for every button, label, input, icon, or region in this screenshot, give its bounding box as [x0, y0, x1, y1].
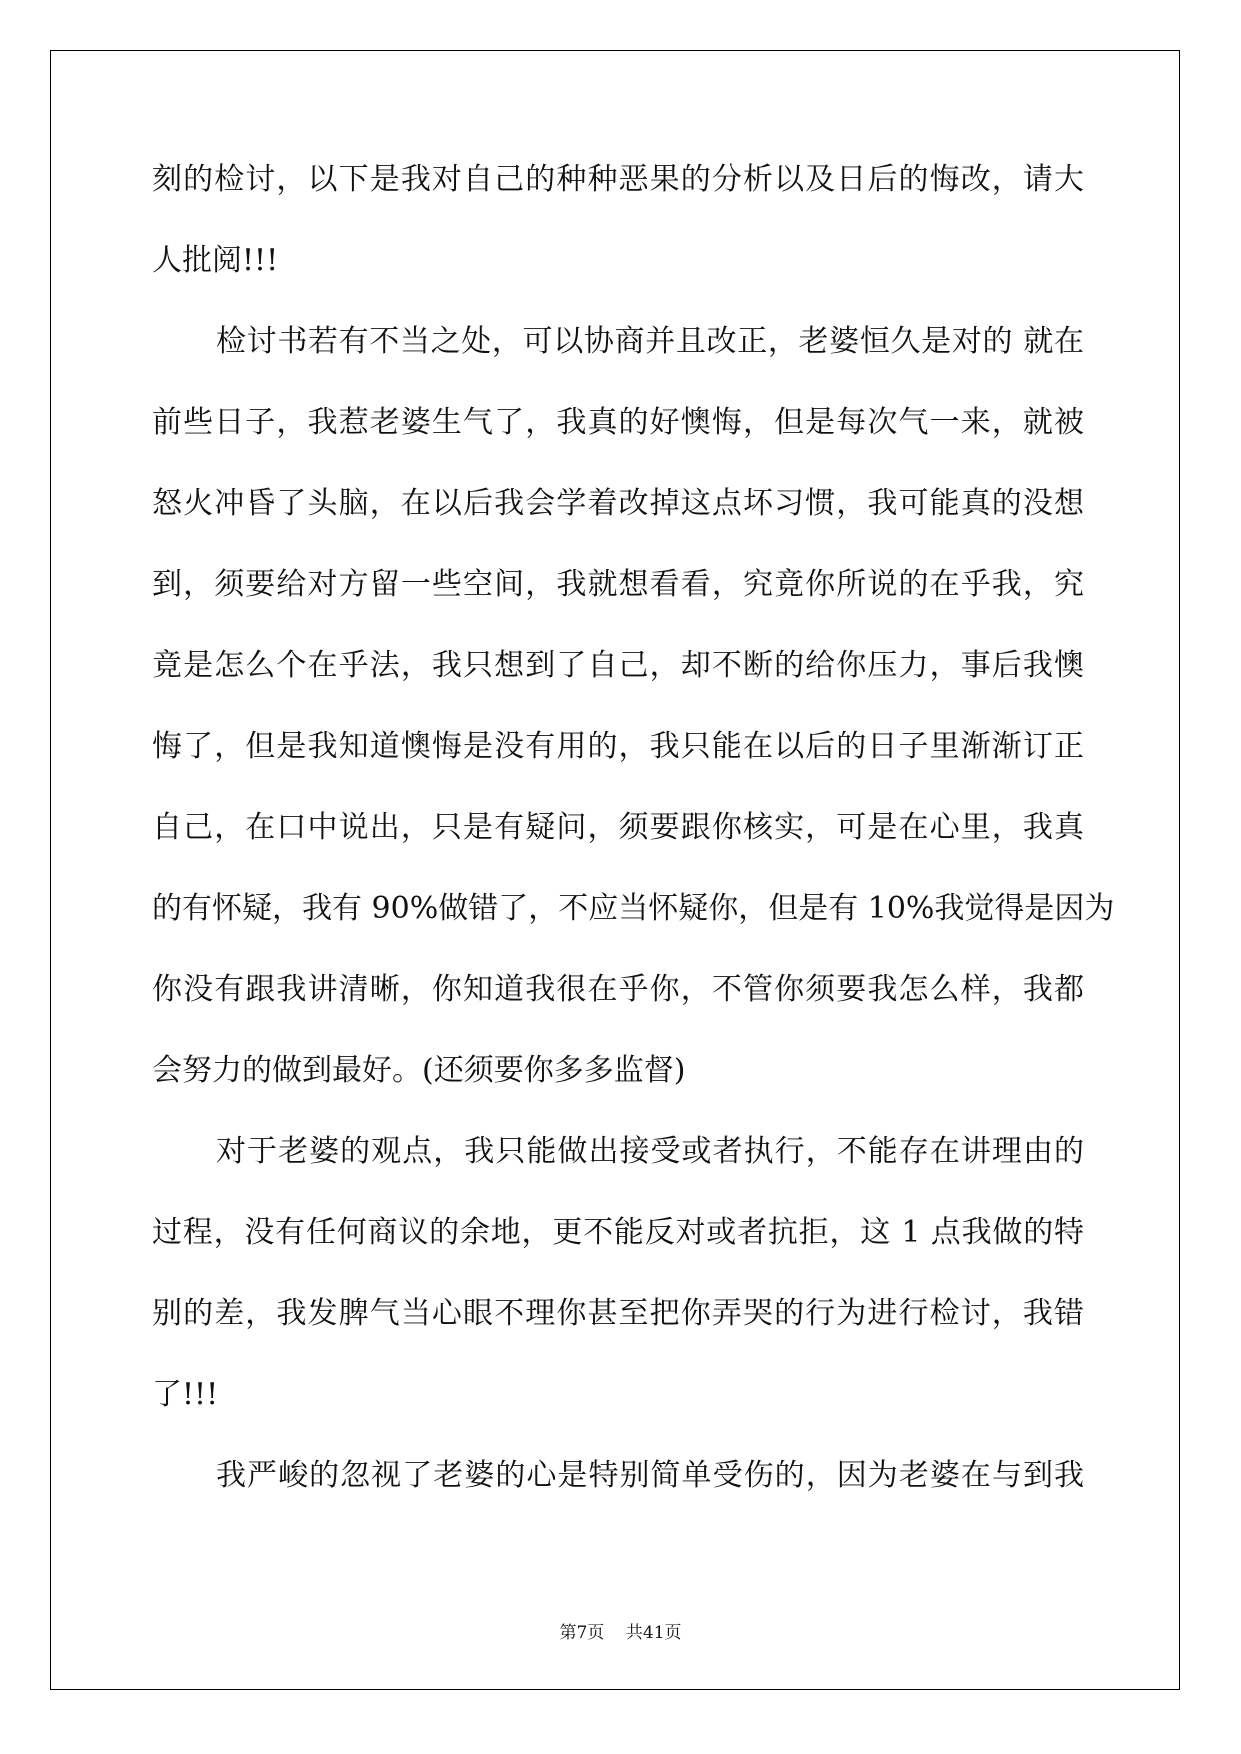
text-line: 竟是怎么个在乎法，我只想到了自己，却不断的给你压力，事后我懊: [152, 648, 1084, 683]
document-body: [152, 159, 1115, 1536]
footer-page-label: 第: [559, 1623, 577, 1643]
text-line: 前些日子，我惹老婆生气了，我真的好懊悔，但是每次气一来，就被: [152, 405, 1084, 440]
text-line: 刻的检讨，以下是我对自己的种种恶果的分析以及日后的悔改，请大: [152, 162, 1084, 197]
text-line: 别的差，我发脾气当心眼不理你甚至把你弄哭的行为进行检讨，我错: [152, 1296, 1084, 1331]
text-line: 的有怀疑，我有 90%做错了，不应当怀疑你，但是有 10%我觉得是因为: [152, 891, 1115, 926]
text-line: 人批阅!!!: [152, 243, 279, 278]
text-line: 怒火冲昏了头脑，在以后我会学着改掉这点坏习惯，我可能真的没想: [152, 486, 1084, 521]
text-line: 我严峻的忽视了老婆的心是特别简单受伤的，因为老婆在与到我: [216, 1458, 1084, 1493]
footer-page-unit: 页: [587, 1623, 605, 1643]
text-line: 过程，没有任何商议的余地，更不能反对或者抗拒，这 1 点我做的特: [152, 1215, 1084, 1250]
text-line: 到，须要给对方留一些空间，我就想看看，究竟你所说的在乎我，究: [152, 567, 1084, 602]
text-line: 对于老婆的观点，我只能做出接受或者执行，不能存在讲理由的: [216, 1134, 1084, 1169]
page-footer: [0, 1618, 1241, 1643]
text-line: 了!!!: [152, 1377, 219, 1412]
footer-total-label: 共: [625, 1623, 643, 1643]
text-line: 悔了，但是我知道懊悔是没有用的，我只能在以后的日子里渐渐订正: [152, 729, 1084, 764]
text-line: 自己，在口中说出，只是有疑问，须要跟你核实，可是在心里，我真: [152, 810, 1084, 845]
text-line: 你没有跟我讲清晰，你知道我很在乎你，不管你须要我怎么样，我都: [152, 972, 1084, 1007]
text-line: 会努力的做到最好。(还须要你多多监督): [152, 1053, 686, 1088]
footer-total-unit: 页: [664, 1623, 682, 1643]
footer-total-pages: 41: [642, 1623, 665, 1643]
text-line: 检讨书若有不当之处，可以协商并且改正，老婆恒久是对的 就在: [216, 324, 1084, 359]
footer-current-page: 7: [576, 1623, 588, 1643]
